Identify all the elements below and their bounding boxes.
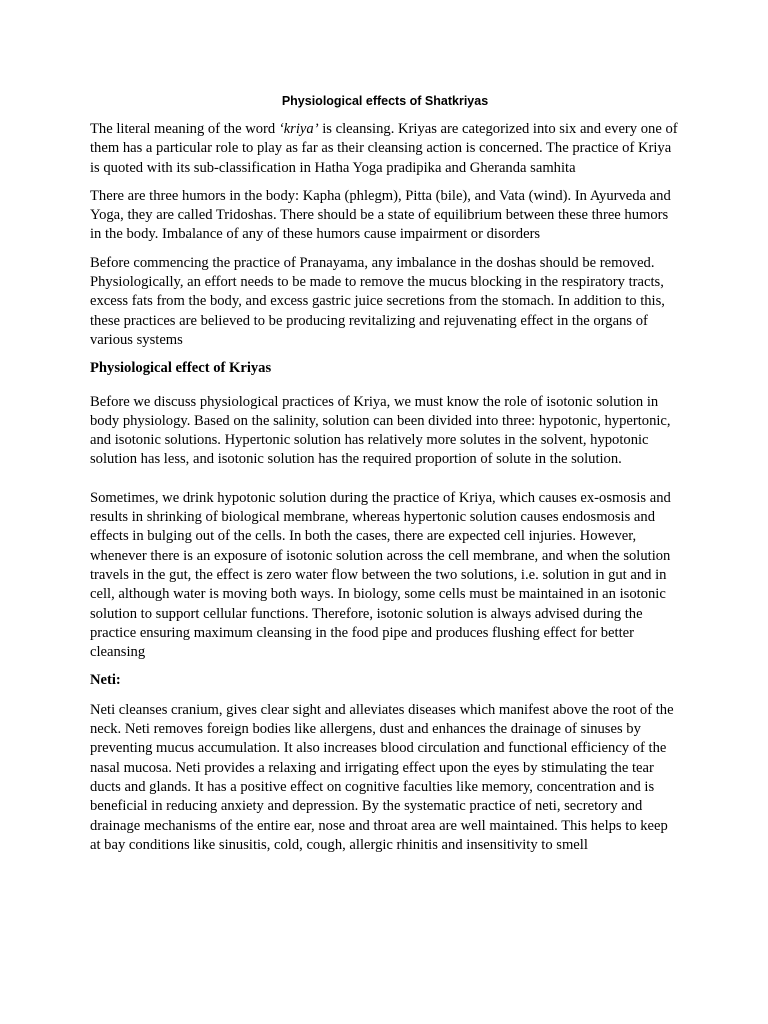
paragraph-hypotonic-solution: Sometimes, we drink hypotonic solution during the practice of Kriya, which causes ex-osmosis and results in shrinking of biological membrane, whereas hypertonic solution causes endosmosis and effects in bulging out of the cells. In both the cases, there are expected cell injuries. However, whenever there is an exposure of isotonic solution across the cell membrane, and when the solution travels in the gut, the effect is zero water flow between the two solutions, i.e. solution in gut and in cell, although water is moving both ways. In biology, some cells must be maintained in an isotonic solution to support cellular functions. Therefore, isotonic solution is always advised during the practice ensuring maximum cleansing in the food pipe and produces flushing effect for better cleansing bbox=[90, 489, 671, 661]
paragraph-pranayama: Before commencing the practice of Pranayama, any imbalance in the doshas should be removed. Physiologically, an effort needs to be made to remove the mucus blocking in the respiratory tracts, excess fats from the body, and excess gastric juice secretions from the stomach. In addition to this, these practices are believed to be producing revitalizing and rejuvenating effect in the organs of various systems bbox=[90, 254, 665, 348]
kriya-term: ‘kriya’ bbox=[278, 121, 319, 137]
section-heading-neti: Neti: bbox=[90, 672, 121, 689]
paragraph-kriya-meaning bbox=[90, 120, 680, 178]
paragraph-neti: Neti cleanses cranium, gives clear sight and alleviates diseases which manifest above the root of the neck. Neti removes foreign bodies like allergens, dust and enhances the drainage of sinuses by preventing mucus accumulation. It also increases blood circulation and functional efficiency of the nasal mucosa. Neti provides a relaxing and irrigating effect upon the eyes by stimulating the tear ducts and glands. It has a positive effect on cognitive faculties like memory, concentration and is beneficial in reducing anxiety and depression. By the systematic practice of neti, secretory and drainage mechanisms of the entire ear, nose and throat area are well maintained. This helps to keep at bay conditions like sinusitis, cold, cough, allergic rhinitis and insensitivity to smell bbox=[90, 701, 674, 853]
document-title: Physiological effects of Shatkriyas bbox=[281, 94, 489, 108]
document-body bbox=[90, 92, 680, 864]
section-heading-physiological-effect: Physiological effect of Kriyas bbox=[90, 360, 272, 377]
paragraph-isotonic-solution: Before we discuss physiological practices of Kriya, we must know the role of isotonic solution in body physiology. Based on the salinity, solution can been divided into three: hypotonic, hypertonic, and isotonic solutions. Hypertonic solution has relatively more solutes in the solvent, hypotonic solution has less, and isotonic solution has the required proportion of solute in the solution. bbox=[90, 393, 671, 468]
paragraph-humors: There are three humors in the body: Kapha (phlegm), Pitta (bile), and Vata (wind). In Ayurveda and Yoga, they are called Tridoshas. There should be a state of equilibrium between these three humors in the body. Imbalance of any of these humors cause impairment or disorders bbox=[90, 187, 671, 243]
paragraph-kriya-meaning-start: The literal meaning of the word bbox=[90, 121, 279, 137]
paragraph-kriya-meaning-end: is cleansing. Kriyas are categorized into six and every one of them has a particular role to play as far as their cleansing action is concerned. The practice of Kriya is quoted with its sub-classification in Hatha Yoga pradipika and Gheranda samhita bbox=[90, 121, 678, 176]
